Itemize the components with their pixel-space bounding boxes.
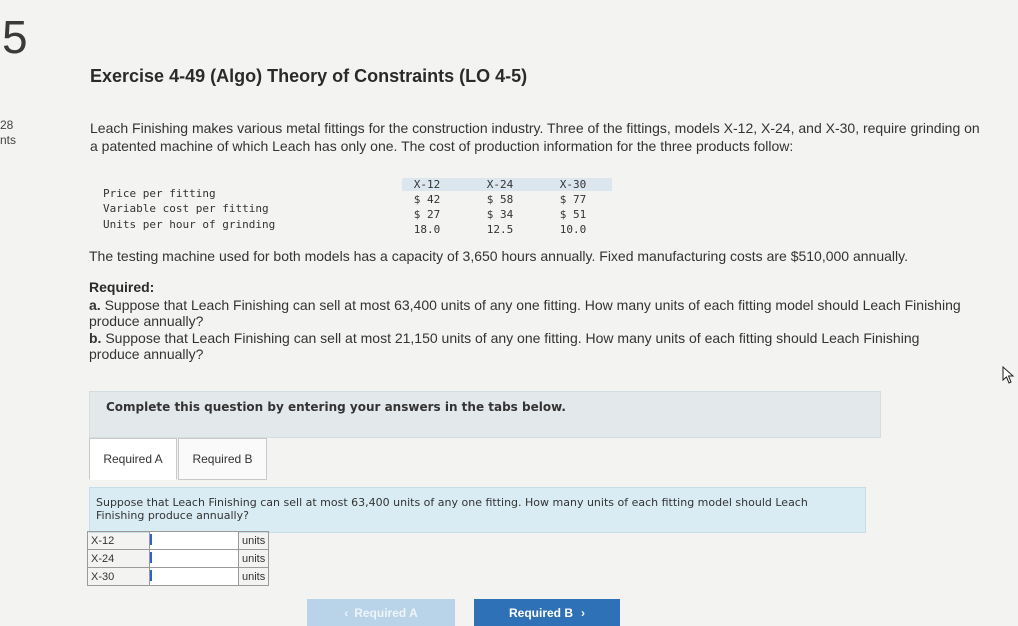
required-a-prefix: a. — [89, 297, 101, 313]
col-header-x24: X-24 — [486, 178, 514, 191]
question-number: 5 — [2, 11, 28, 63]
row-label: Units per hour of grinding — [103, 218, 276, 231]
instructions-box — [89, 391, 881, 438]
cell: $ 34 — [486, 208, 514, 221]
next-required-b-button[interactable] — [474, 599, 620, 626]
answer-input-x12[interactable] — [150, 533, 238, 548]
cost-row-units-values — [97, 223, 612, 237]
question-prompt-box — [89, 487, 866, 533]
model-label: X-12 — [88, 532, 150, 550]
prev-required-a-button[interactable] — [307, 599, 455, 626]
unit-label: units — [239, 550, 269, 568]
answer-cell — [150, 550, 239, 568]
chevron-left-icon: ‹ — [344, 605, 349, 620]
tab-required-b[interactable]: Required B — [178, 438, 267, 480]
next-button-label: Required B — [508, 605, 573, 620]
cell: $ 77 — [559, 193, 587, 206]
required-b-prefix: b. — [89, 330, 102, 346]
answer-row-x30 — [88, 568, 269, 586]
cell: 18.0 — [413, 223, 441, 236]
required-b-body: Suppose that Leach Finishing can sell at most 21,150 units of any one fitting. How many units of each fitting should Leach Finishing produce annually? — [89, 330, 920, 362]
required-a-body: Suppose that Leach Finishing can sell at most 63,400 units of any one fitting. How many units of each fitting model should Leach Finishing produce annually? — [89, 297, 961, 329]
answer-cell — [150, 568, 239, 586]
cell: $ 42 — [413, 193, 441, 206]
unit-label: units — [239, 532, 269, 550]
unit-label: units — [239, 568, 269, 586]
required-b-text — [89, 330, 969, 362]
tab-required-a[interactable]: Required A — [89, 438, 177, 480]
cell: 10.0 — [559, 223, 587, 236]
prev-button-label: Required A — [354, 605, 418, 620]
answer-row-x12 — [88, 532, 269, 550]
points-value: 28 — [0, 118, 14, 132]
cell: $ 27 — [413, 208, 441, 221]
answer-cell — [150, 532, 239, 550]
chevron-right-icon: › — [581, 605, 585, 620]
required-a-text — [89, 297, 969, 329]
mouse-cursor-icon — [1002, 366, 1016, 384]
answer-row-x24 — [88, 550, 269, 568]
cell: $ 51 — [559, 208, 587, 221]
col-header-x12: X-12 — [413, 178, 441, 191]
answer-input-x30[interactable] — [150, 569, 238, 584]
col-header-x30: X-30 — [559, 178, 587, 191]
intro-text: Leach Finishing makes various metal fittings for the construction industry. Three of the fittings, models X-12, X-24, and X-30, require grinding on a patented machine of which Leach has only one. The cost of production information for the three products follow: — [90, 120, 980, 154]
testing-capacity-text: The testing machine used for both models has a capacity of 3,650 hours annually. Fixed manufacturing costs are $510,000 annually. — [89, 248, 908, 264]
required-heading: Required: — [89, 279, 155, 295]
instructions-text: Complete this question by entering your answers in the tabs below. — [106, 400, 566, 414]
question-prompt-text: Suppose that Leach Finishing can sell at most 63,400 units of any one fitting. How many units of each fitting model should Leach Finishing produce annually? — [96, 496, 808, 522]
exercise-title: Exercise 4-49 (Algo) Theory of Constraints (LO 4-5) — [90, 66, 528, 86]
answer-input-x24[interactable] — [150, 551, 238, 566]
cell: 12.5 — [486, 223, 514, 236]
cell: $ 58 — [486, 193, 514, 206]
model-label: X-30 — [88, 568, 150, 586]
points-label: nts — [0, 133, 17, 147]
answer-table — [87, 531, 269, 586]
row-label: Price per fitting — [103, 187, 216, 200]
model-label: X-24 — [88, 550, 150, 568]
row-label: Variable cost per fitting — [103, 202, 269, 215]
